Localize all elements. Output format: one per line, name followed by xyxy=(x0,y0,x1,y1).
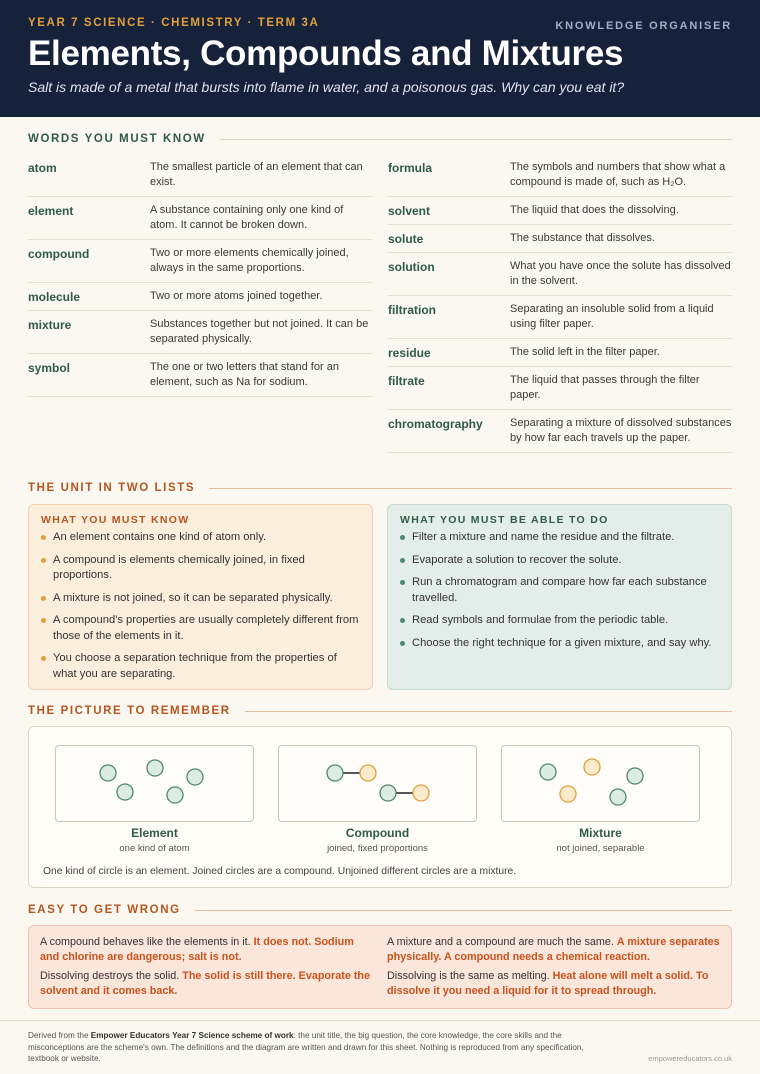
vocab-definition: The smallest particle of an element that can exist. xyxy=(150,161,363,188)
vocab-term: compound xyxy=(28,247,90,261)
vocab-term: solute xyxy=(388,232,424,246)
compound-diagram xyxy=(279,746,478,823)
source-note xyxy=(28,1030,588,1065)
element-panel xyxy=(55,745,254,822)
vocab-row xyxy=(28,283,372,311)
element-sublabel: one kind of atom xyxy=(119,843,190,854)
must-do-card xyxy=(387,504,732,690)
footer xyxy=(0,1020,760,1074)
vocab-term: atom xyxy=(28,161,57,175)
misconceptions-card xyxy=(28,925,732,1009)
atom-green xyxy=(327,765,343,781)
vocab-row xyxy=(388,225,732,253)
misconception-text: Dissolving is the same as melting. xyxy=(387,970,550,982)
misconception-text: A mixture and a compound are much the same. xyxy=(387,936,614,948)
atom-green xyxy=(167,787,183,803)
diagram-caption: One kind of circle is an element. Joined circles are a compound. Unjoined different circles are a mixture. xyxy=(43,866,517,877)
divider xyxy=(220,139,732,140)
vocab-definition: A substance containing only one kind of atom. It cannot be broken down. xyxy=(150,204,344,231)
vocab-term: filtration xyxy=(388,303,436,317)
vocab-definition: Separating a mixture of dissolved substances by how far each travels up the paper. xyxy=(510,417,732,444)
unit-heading-text: THE UNIT IN TWO LISTS xyxy=(28,482,196,494)
document-type-label: KNOWLEDGE ORGANISER xyxy=(555,20,732,32)
source-note-pre: Derived from the xyxy=(28,1031,91,1040)
vocab-definition: What you have once the solute has dissolved in the solvent. xyxy=(510,260,731,287)
know-item: A compound is elements chemically joined, in fixed proportions. xyxy=(41,553,360,584)
vocab-term: chromatography xyxy=(388,417,483,431)
header xyxy=(0,0,760,117)
atom-green xyxy=(610,789,626,805)
skill-item: Choose the right technique for a given mixture, and say why. xyxy=(400,636,719,652)
misconception-text: Dissolving destroys the solid. xyxy=(40,970,180,982)
vocab-heading xyxy=(28,133,732,145)
skill-item: Evaporate a solution to recover the solute. xyxy=(400,553,719,569)
divider xyxy=(245,711,732,712)
know-item: A compound's properties are usually completely different from those of the elements in it. xyxy=(41,613,360,644)
misconception-item xyxy=(40,935,376,965)
vocab-term: solution xyxy=(388,260,435,274)
know-item: A mixture is not joined, so it can be separated physically. xyxy=(41,591,360,607)
divider xyxy=(209,488,732,489)
atom-green xyxy=(100,765,116,781)
vocab-definition: The symbols and numbers that show what a compound is made of, such as H₂O. xyxy=(510,161,726,188)
misconception-correction: Heat alone will melt a solid. To dissolve it you need a liquid for it to spread through. xyxy=(387,970,709,997)
vocab-row xyxy=(28,197,372,240)
atom-green xyxy=(147,760,163,776)
vocab-row xyxy=(388,253,732,296)
vocab-row xyxy=(28,240,372,283)
misconceptions-heading xyxy=(28,904,732,916)
site-url: empowereducators.co.uk xyxy=(648,1054,732,1063)
vocab-term: formula xyxy=(388,161,433,175)
vocab-term: mixture xyxy=(28,318,72,332)
must-know-list xyxy=(41,530,360,682)
vocab-row xyxy=(388,154,732,197)
vocab-definition: The one or two letters that stand for an element, such as Na for sodium. xyxy=(150,361,339,388)
misconception-text: A compound behaves like the elements in it. xyxy=(40,936,251,948)
vocab-term: solvent xyxy=(388,204,431,218)
atom-green xyxy=(627,768,643,784)
vocab-definition: The liquid that passes through the filter paper. xyxy=(510,374,700,401)
atom-amber xyxy=(584,759,600,775)
misconception-item xyxy=(387,969,723,999)
vocab-term: residue xyxy=(388,346,431,360)
know-item: You choose a separation technique from the properties of what you are separating. xyxy=(41,651,360,682)
skill-item: Filter a mixture and name the residue and the filtrate. xyxy=(400,530,719,546)
atom-amber xyxy=(360,765,376,781)
page-title: Elements, Compounds and Mixtures xyxy=(28,34,624,73)
vocab-term: molecule xyxy=(28,290,81,304)
element-diagram xyxy=(56,746,255,823)
vocab-row xyxy=(388,339,732,367)
course-kicker: YEAR 7 SCIENCE · CHEMISTRY · TERM 3A xyxy=(28,17,320,29)
know-item: An element contains one kind of atom only. xyxy=(41,530,360,546)
mixture-sublabel: not joined, separable xyxy=(556,843,645,854)
misconception-correction: It does not. Sodium and chlorine are dangerous; salt is not. xyxy=(40,936,354,963)
atom-amber xyxy=(413,785,429,801)
vocab-row xyxy=(388,197,732,225)
vocab-definition: Substances together but not joined. It can be separated physically. xyxy=(150,318,369,345)
compound-panel xyxy=(278,745,477,822)
vocab-definition: The substance that dissolves. xyxy=(510,232,655,244)
vocab-heading-text: WORDS YOU MUST KNOW xyxy=(28,133,206,145)
misconception-item xyxy=(387,935,723,965)
divider xyxy=(195,910,732,911)
vocab-definition: Separating an insoluble solid from a liquid using filter paper. xyxy=(510,303,714,330)
misconceptions-heading-text: EASY TO GET WRONG xyxy=(28,904,181,916)
vocab-term: filtrate xyxy=(388,374,425,388)
source-note-post: : the unit title, the big question, the core knowledge, the core skills and the misconceptions are the scheme's own. The definitions and the diagram are written and drawn for this sheet. Nothing is reproduced from any specification, textbook or website. xyxy=(28,1031,584,1063)
atom-green xyxy=(380,785,396,801)
vocab-list-left xyxy=(28,154,372,397)
compound-label: Compound xyxy=(345,826,410,840)
vocab-definition: Two or more elements chemically joined, always in the same proportions. xyxy=(150,247,349,274)
atom-green xyxy=(187,769,203,785)
must-know-card xyxy=(28,504,373,690)
vocab-row xyxy=(28,311,372,354)
vocab-definition: Two or more atoms joined together. xyxy=(150,290,323,302)
vocab-row xyxy=(28,154,372,197)
must-do-title: WHAT YOU MUST BE ABLE TO DO xyxy=(400,514,609,526)
vocab-definition: The liquid that does the dissolving. xyxy=(510,204,679,216)
picture-heading xyxy=(28,705,732,717)
mixture-diagram xyxy=(502,746,701,823)
must-do-list xyxy=(400,530,719,651)
compound-sublabel: joined, fixed proportions xyxy=(327,843,428,854)
vocab-row xyxy=(388,410,732,453)
misconception-correction: A mixture separates physically. A compound needs a chemical reaction. xyxy=(387,936,720,963)
unit-heading xyxy=(28,482,732,494)
element-label: Element xyxy=(131,826,178,840)
vocab-term: symbol xyxy=(28,361,71,375)
vocab-row xyxy=(28,354,372,397)
misconception-correction: The solid is still there. Evaporate the solvent and it comes back. xyxy=(40,970,371,997)
misconception-item xyxy=(40,969,376,999)
big-question: Salt is made of a metal that bursts into flame in water, and a poisonous gas. Why can you eat it? xyxy=(28,79,625,95)
picture-heading-text: THE PICTURE TO REMEMBER xyxy=(28,705,231,717)
atom-green xyxy=(540,764,556,780)
atom-amber xyxy=(560,786,576,802)
mixture-label: Mixture xyxy=(579,826,622,840)
particle-diagram xyxy=(28,726,732,888)
must-know-title: WHAT YOU MUST KNOW xyxy=(41,514,190,526)
vocab-term: element xyxy=(28,204,74,218)
vocab-list-right xyxy=(388,154,732,453)
skill-item: Run a chromatogram and compare how far each substance travelled. xyxy=(400,575,719,606)
vocab-row xyxy=(388,367,732,410)
vocab-definition: The solid left in the filter paper. xyxy=(510,346,660,358)
skill-item: Read symbols and formulae from the periodic table. xyxy=(400,613,719,629)
atom-green xyxy=(117,784,133,800)
vocab-row xyxy=(388,296,732,339)
source-name: Empower Educators Year 7 Science scheme of work xyxy=(90,1031,294,1040)
mixture-panel xyxy=(501,745,700,822)
